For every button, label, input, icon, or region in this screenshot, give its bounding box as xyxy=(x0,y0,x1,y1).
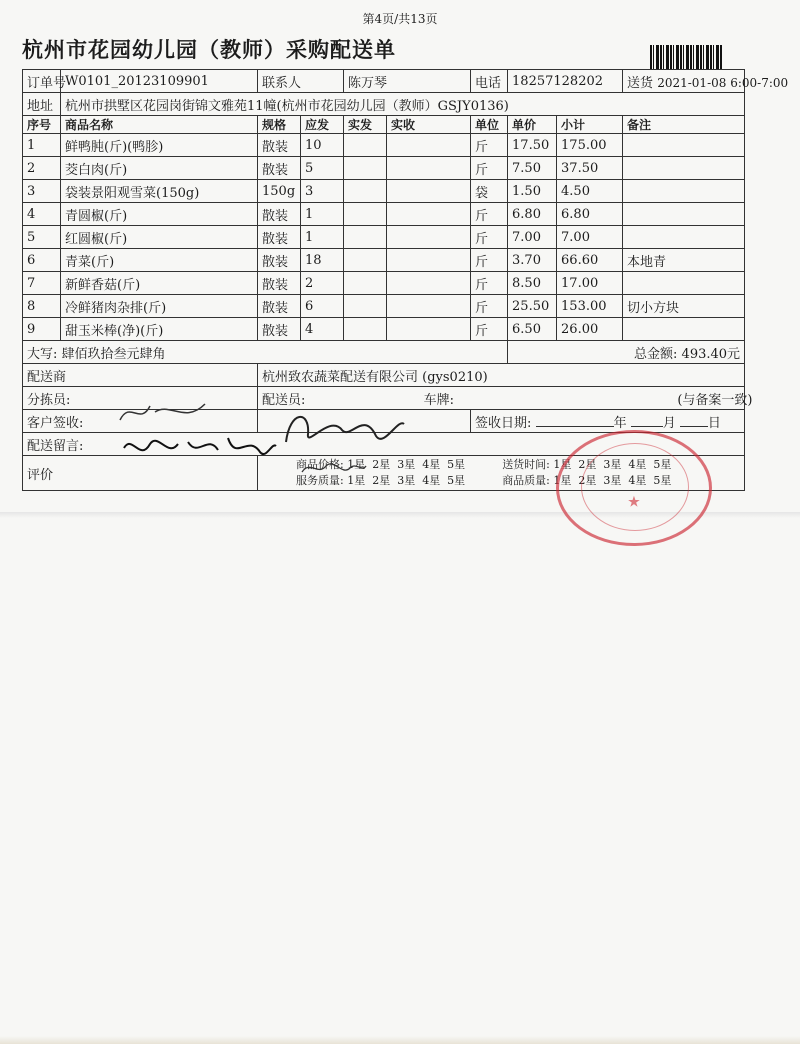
item-row xyxy=(23,134,745,157)
item-row xyxy=(23,249,745,272)
item-spec: 散装 xyxy=(258,157,301,180)
quality-rating-label: 商品质量: xyxy=(502,474,550,487)
item-rows xyxy=(23,134,745,341)
item-spec: 150g xyxy=(258,180,301,203)
stamp-inner-ring xyxy=(581,443,689,531)
order-number: W0101_20123109901 xyxy=(61,70,258,93)
item-name: 茭白肉(斤) xyxy=(61,157,258,180)
item-unit: 斤 xyxy=(471,295,508,318)
item-subtotal: 4.50 xyxy=(557,180,623,203)
service-rating-stars[interactable]: 1星 2星 3星 4星 5星 xyxy=(347,474,466,487)
item-price: 7.50 xyxy=(508,157,557,180)
address-value: 杭州市拱墅区花园岗街锦文雅苑11幢(杭州市花园幼儿园（教师）GSJY0136) xyxy=(61,93,745,116)
item-actual[interactable] xyxy=(344,295,387,318)
item-note xyxy=(623,318,745,341)
item-price: 6.80 xyxy=(508,203,557,226)
item-row xyxy=(23,157,745,180)
item-actual[interactable] xyxy=(344,249,387,272)
col-qty: 应发 xyxy=(301,116,344,134)
message-label: 配送留言: xyxy=(23,433,745,456)
col-actual: 实发 xyxy=(344,116,387,134)
item-received[interactable] xyxy=(387,134,471,157)
item-qty: 4 xyxy=(301,318,344,341)
filing-note: (与备案一致) xyxy=(677,392,753,408)
item-spec: 散装 xyxy=(258,295,301,318)
uppercase-label: 大写: xyxy=(27,346,58,362)
item-qty: 10 xyxy=(301,134,344,157)
item-price: 6.50 xyxy=(508,318,557,341)
sorter-signature xyxy=(110,392,230,430)
item-received[interactable] xyxy=(387,203,471,226)
contact-label: 联系人 xyxy=(258,70,344,93)
item-note: 切小方块 xyxy=(623,295,745,318)
customer-signature xyxy=(118,428,278,468)
uppercase-amount: 肆佰玖拾叁元肆角 xyxy=(61,346,166,362)
item-subtotal: 175.00 xyxy=(557,134,623,157)
item-name: 鲜鸭肫(斤)(鸭胗) xyxy=(61,134,258,157)
item-row xyxy=(23,295,745,318)
item-no: 9 xyxy=(23,318,61,341)
supplier-row xyxy=(23,364,745,387)
sorter-label: 分拣员: xyxy=(23,387,258,410)
total-cell xyxy=(508,341,745,364)
item-unit: 斤 xyxy=(471,249,508,272)
item-qty: 6 xyxy=(301,295,344,318)
order-row xyxy=(23,70,745,93)
item-received[interactable] xyxy=(387,226,471,249)
item-unit: 斤 xyxy=(471,203,508,226)
item-note: 本地青 xyxy=(623,249,745,272)
item-name: 袋装景阳观雪菜(150g) xyxy=(61,180,258,203)
col-price: 单价 xyxy=(508,116,557,134)
item-unit: 斤 xyxy=(471,318,508,341)
item-name: 冷鲜猪肉杂排(斤) xyxy=(61,295,258,318)
item-subtotal: 153.00 xyxy=(557,295,623,318)
item-note xyxy=(623,134,745,157)
item-row xyxy=(23,272,745,295)
item-subtotal: 66.60 xyxy=(557,249,623,272)
plate-label: 车牌: xyxy=(423,392,455,408)
paper-bottom-edge xyxy=(0,1036,800,1044)
item-subtotal: 37.50 xyxy=(557,157,623,180)
item-actual[interactable] xyxy=(344,134,387,157)
deliverer-label: 配送员: xyxy=(262,392,306,408)
item-name: 青菜(斤) xyxy=(61,249,258,272)
delivery-cell xyxy=(623,70,789,93)
uppercase-cell xyxy=(23,341,508,364)
deliverer-signature xyxy=(280,404,410,450)
service-rating-label: 服务质量: xyxy=(296,474,344,487)
customer-sign-label: 客户签收: xyxy=(23,410,258,433)
item-received[interactable] xyxy=(387,157,471,180)
item-subtotal: 17.00 xyxy=(557,272,623,295)
order-label: 订单号 xyxy=(23,70,61,93)
delivery-time: 2021-01-08 6:00-7:00 xyxy=(657,75,789,90)
item-actual[interactable] xyxy=(344,226,387,249)
item-name: 红圆椒(斤) xyxy=(61,226,258,249)
total-label: 总金额: xyxy=(634,346,678,362)
item-price: 1.50 xyxy=(508,180,557,203)
item-subtotal: 6.80 xyxy=(557,203,623,226)
item-qty: 1 xyxy=(301,226,344,249)
company-seal-stamp xyxy=(556,430,712,546)
item-spec: 散装 xyxy=(258,134,301,157)
item-qty: 2 xyxy=(301,272,344,295)
address-label: 地址 xyxy=(23,93,61,116)
item-actual[interactable] xyxy=(344,203,387,226)
item-note xyxy=(623,180,745,203)
item-unit: 斤 xyxy=(471,134,508,157)
item-price: 3.70 xyxy=(508,249,557,272)
delivery-label: 送货 xyxy=(627,75,654,91)
col-no: 序号 xyxy=(23,116,61,134)
address-row xyxy=(23,93,745,116)
item-note xyxy=(623,203,745,226)
item-qty: 1 xyxy=(301,203,344,226)
item-qty: 5 xyxy=(301,157,344,180)
item-note xyxy=(623,157,745,180)
item-no: 2 xyxy=(23,157,61,180)
day-label: 日 xyxy=(707,415,721,431)
item-row xyxy=(23,180,745,203)
page-number: 第4页/共13页 xyxy=(362,12,438,26)
col-spec: 规格 xyxy=(258,116,301,134)
item-note xyxy=(623,226,745,249)
item-row xyxy=(23,318,745,341)
item-unit: 斤 xyxy=(471,272,508,295)
item-actual[interactable] xyxy=(344,318,387,341)
item-no: 7 xyxy=(23,272,61,295)
month-label: 月 xyxy=(662,415,676,431)
col-received: 实收 xyxy=(387,116,471,134)
item-price: 17.50 xyxy=(508,134,557,157)
item-spec: 散装 xyxy=(258,226,301,249)
item-actual[interactable] xyxy=(344,272,387,295)
supplier-label: 配送商 xyxy=(23,364,258,387)
item-name: 甜玉米棒(净)(斤) xyxy=(61,318,258,341)
item-spec: 散装 xyxy=(258,249,301,272)
item-received[interactable] xyxy=(387,295,471,318)
delivery-time-rating-label: 送货时间: xyxy=(502,458,550,471)
delivery-time-rating-stars[interactable]: 1星 2星 3星 4星 5星 xyxy=(553,458,672,471)
sign-date-label: 签收日期: xyxy=(475,415,532,431)
item-name: 新鲜香菇(斤) xyxy=(61,272,258,295)
item-unit: 斤 xyxy=(471,226,508,249)
price-rating-stars[interactable]: 1星 2星 3星 4星 5星 xyxy=(347,458,466,471)
table-header xyxy=(23,116,745,134)
item-received[interactable] xyxy=(387,318,471,341)
stamp-star-icon: ★ xyxy=(628,495,640,510)
item-subtotal: 7.00 xyxy=(557,226,623,249)
col-unit: 单位 xyxy=(471,116,508,134)
col-subtotal: 小计 xyxy=(557,116,623,134)
sign-date-cell xyxy=(471,410,745,433)
quality-rating-stars[interactable]: 1星 2星 3星 4星 5星 xyxy=(553,474,672,487)
item-no: 1 xyxy=(23,134,61,157)
item-row xyxy=(23,226,745,249)
item-no: 3 xyxy=(23,180,61,203)
item-spec: 散装 xyxy=(258,318,301,341)
year-label: 年 xyxy=(613,415,627,431)
item-spec: 散装 xyxy=(258,272,301,295)
item-no: 6 xyxy=(23,249,61,272)
item-note xyxy=(623,272,745,295)
contact-name: 陈万琴 xyxy=(344,70,471,93)
item-name: 青圆椒(斤) xyxy=(61,203,258,226)
item-no: 8 xyxy=(23,295,61,318)
col-note: 备注 xyxy=(623,116,745,134)
phone-number: 18257128202 xyxy=(508,70,623,93)
item-row xyxy=(23,203,745,226)
price-rating-label: 商品价格: xyxy=(296,458,344,471)
barcode xyxy=(650,45,722,69)
receiver-initials-signature xyxy=(298,456,368,480)
item-qty: 18 xyxy=(301,249,344,272)
item-price: 8.50 xyxy=(508,272,557,295)
evaluation-label: 评价 xyxy=(23,456,258,491)
item-subtotal: 26.00 xyxy=(557,318,623,341)
phone-label: 电话 xyxy=(471,70,508,93)
item-actual[interactable] xyxy=(344,157,387,180)
item-unit: 袋 xyxy=(471,180,508,203)
item-actual[interactable] xyxy=(344,180,387,203)
item-received[interactable] xyxy=(387,272,471,295)
item-received[interactable] xyxy=(387,180,471,203)
item-price: 7.00 xyxy=(508,226,557,249)
uppercase-row xyxy=(23,341,745,364)
item-received[interactable] xyxy=(387,249,471,272)
item-qty: 3 xyxy=(301,180,344,203)
item-spec: 散装 xyxy=(258,203,301,226)
item-no: 4 xyxy=(23,203,61,226)
col-name: 商品名称 xyxy=(61,116,258,134)
supplier-name: 杭州致农蔬菜配送有限公司 (gys0210) xyxy=(258,364,745,387)
item-no: 5 xyxy=(23,226,61,249)
total-amount: 493.40元 xyxy=(681,346,741,362)
item-unit: 斤 xyxy=(471,157,508,180)
document-title: 杭州市花园幼儿园（教师）采购配送单 xyxy=(22,37,396,62)
item-price: 25.50 xyxy=(508,295,557,318)
